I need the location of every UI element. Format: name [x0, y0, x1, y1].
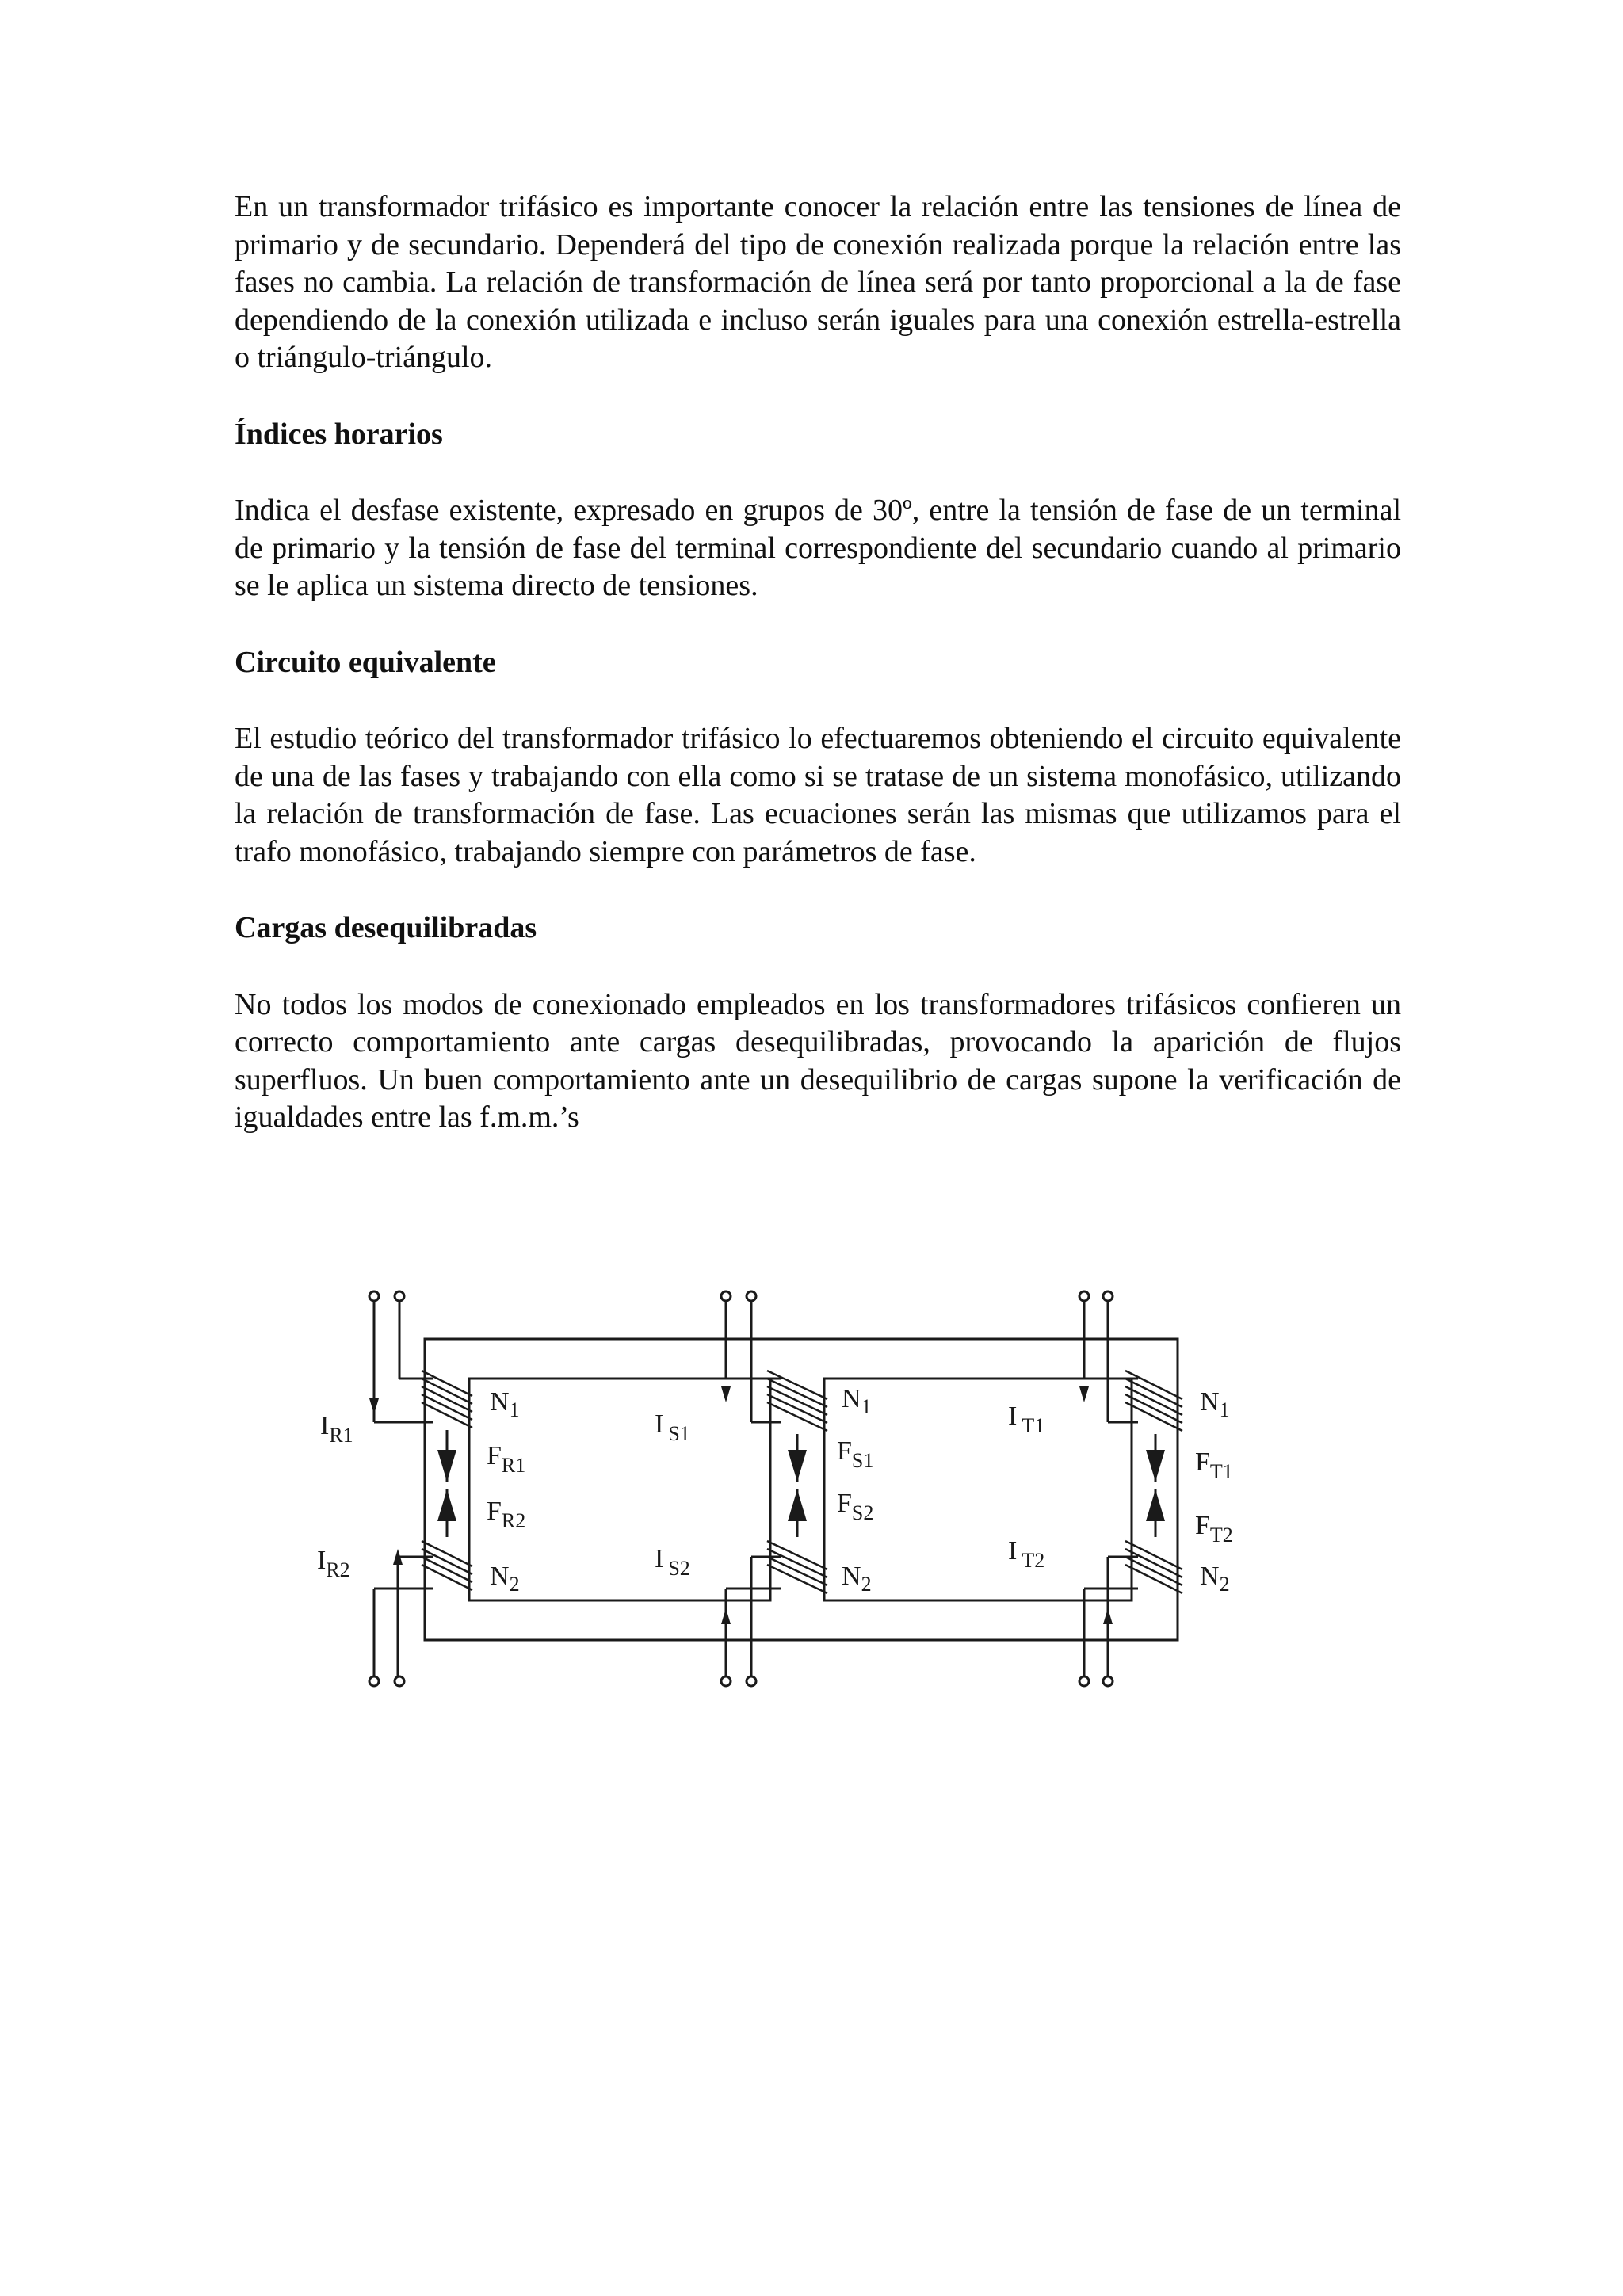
label-it1: I $_{T1}$	[1008, 1402, 1045, 1437]
three-phase-transformer-diagram	[235, 1252, 1281, 1727]
paragraph-indices-horarios: Indica el desfase existente, expresado en grupos de 30º, entre la tensión de fase de un terminal de primario y la tensión de fase del terminal correspondiente del secundario cuando al primario se le aplica un sistema directo de tensiones.	[235, 494, 1401, 602]
diagram-labels	[317, 1384, 1233, 1596]
label-fr2: $F_{R2}$	[487, 1497, 526, 1532]
phase-s-column	[721, 1291, 827, 1686]
label-n2-s: $N_2$	[842, 1562, 872, 1596]
label-ft2: $F_{T2}$	[1195, 1511, 1233, 1547]
label-n2-r: $N_2$	[490, 1562, 520, 1596]
paragraph-cargas-desequilibradas: No todos los modos de conexionado empleados en los transformadores trifásicos confieren un correcto comportamiento ante cargas desequilibradas, provocando la aparición de flujos superfluos. Un buen comportamiento ante un desequilibrio de cargas supone la verificación de igualdades entre las f.m.m.’s	[235, 987, 1401, 1134]
label-ft1: $F_{T1}$	[1195, 1447, 1233, 1483]
label-it2: I $_{T2}$	[1008, 1536, 1045, 1572]
label-is1: I $_{S1}$	[655, 1409, 690, 1445]
label-fr1: $F_{R1}$	[487, 1441, 526, 1477]
label-n2-t: $N_2$	[1200, 1562, 1230, 1596]
paragraph-transformer-voltage-relation: En un transformador trifásico es importante conocer la relación entre las tensiones de línea de primario y de secundario. Dependerá del tipo de conexión realizada porque la relación entre las fases no cambia. La relación de transformación de línea será por tanto proporcional a la de fase dependiendo de la conexión utilizada e incluso serán iguales para una conexión estrella-estrella o triángulo-triángulo.	[235, 190, 1401, 374]
heading-indices-horarios: Índices horarios	[235, 417, 443, 451]
label-n1-t: $N_1$	[1200, 1387, 1230, 1421]
heading-cargas-desequilibradas: Cargas desequilibradas	[235, 911, 537, 944]
document-body	[235, 189, 1401, 1137]
label-n1-r: $N_1$	[490, 1387, 520, 1421]
label-is2: I $_{S2}$	[655, 1544, 690, 1580]
phase-r-column	[369, 1291, 472, 1686]
label-ir2: $I_{R2}$	[317, 1546, 350, 1581]
label-fs2: $F_{S2}$	[837, 1489, 874, 1524]
label-n1-s: $N_1$	[842, 1384, 872, 1418]
label-fs1: $F_{S1}$	[837, 1436, 874, 1472]
paragraph-circuito-equivalente: El estudio teórico del transformador trifásico lo efectuaremos obteniendo el circuito equivalente de una de las fases y trabajando con ella como si se tratase de un sistema monofásico, utilizando la relación de transformación de fase. Las ecuaciones serán las mismas que utilizamos para el trafo monofásico, trabajando siempre con parámetros de fase.	[235, 722, 1401, 868]
core-outer-frame	[425, 1339, 1178, 1640]
transformer-core-svg	[235, 1252, 1281, 1727]
heading-circuito-equivalente: Circuito equivalente	[235, 645, 496, 679]
label-ir1: $I_{R1}$	[320, 1411, 353, 1447]
